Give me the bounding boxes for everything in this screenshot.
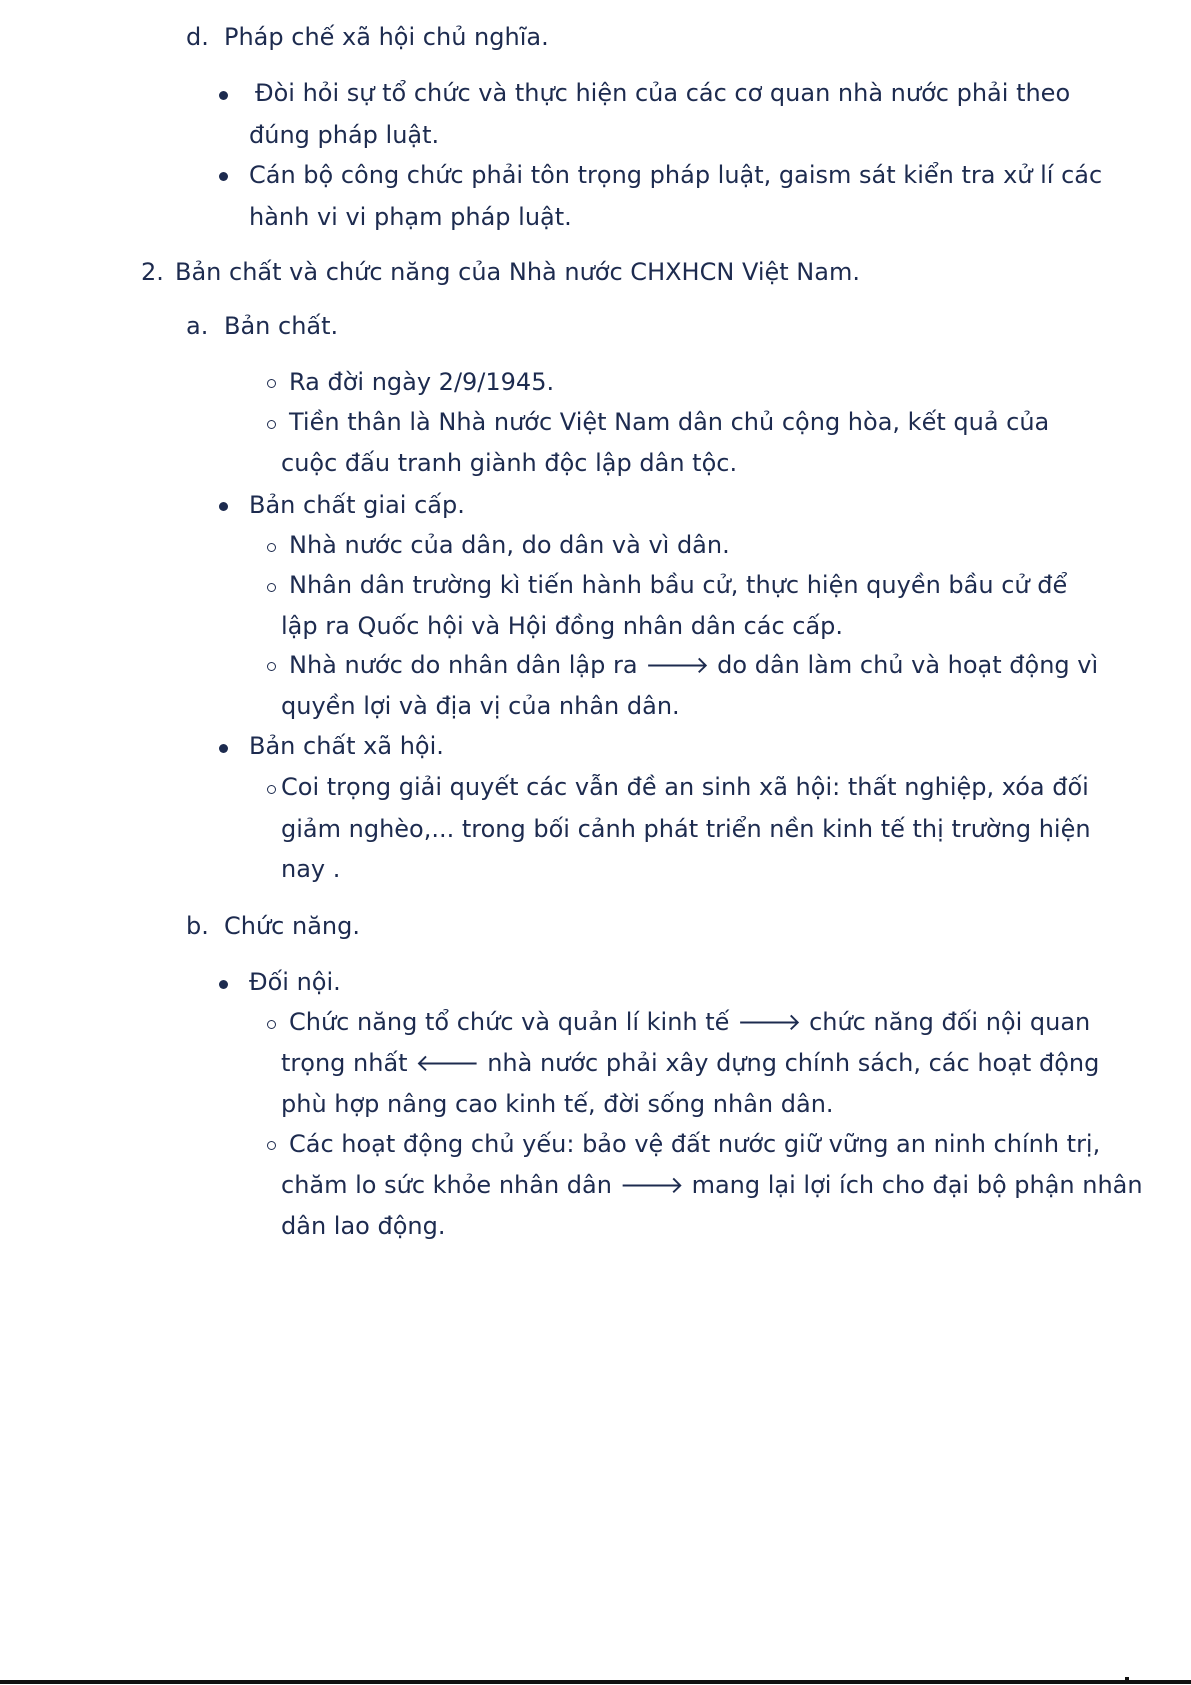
social-nature-item-1-line-1: Coi trọng giải quyết các vẫn đề an sinh xã hội: thất nghiệp, xóa đối [281,773,1089,801]
bullet-ring-icon [267,543,276,552]
bullet-ring-icon [267,379,276,388]
section-a-item-2-line-2: cuộc đấu tranh giành độc lập dân tộc. [281,449,738,477]
social-nature-item-1-line-2: giảm nghèo,... trong bối cảnh phát triển nền kinh tế thị trường hiện [281,815,1091,843]
class-nature-item-2-line-1: Nhân dân trường kì tiến hành bầu cử, thực hiện quyền bầu cử để [289,571,1068,599]
section-a-title: Bản chất. [224,312,339,340]
bullet-ring-icon [267,1141,276,1150]
section-d-marker: d. [186,23,209,51]
bullet-dot-icon [219,172,228,181]
bullet-ring-icon [267,662,276,671]
section-2-title: Bản chất và chức năng của Nhà nước CHXHCN Việt Nam. [175,258,860,286]
social-nature-item-1-line-3: nay . [281,855,341,883]
bullet-dot-icon [219,502,228,511]
bullet-dot-icon [219,980,228,989]
internal-function-item-1-line-3: phù hợp nâng cao kinh tế, đời sống nhân dân. [281,1090,834,1118]
section-b-title: Chức năng. [224,912,360,940]
bullet-dot-icon [219,744,228,753]
internal-function-item-2-line-2: chăm lo sức khỏe nhân dân 🡒 mang lại lợi ích cho đại bộ phận nhân [281,1171,1143,1199]
bullet-ring-icon [267,1020,276,1029]
section-a-marker: a. [186,312,209,340]
section-d-bullet-2-line-2: hành vi vi phạm pháp luật. [249,203,572,231]
internal-function-title: Đối nội. [249,968,341,996]
internal-function-item-2-line-1: Các hoạt động chủ yếu: bảo vệ đất nước giữ vững an ninh chính trị, [289,1130,1101,1158]
bullet-ring-icon [267,583,276,592]
section-b-marker: b. [186,912,209,940]
section-d-bullet-1-line-1: Đòi hỏi sự tổ chức và thực hiện của các cơ quan nhà nước phải theo [255,79,1071,107]
social-nature-title: Bản chất xã hội. [249,732,444,760]
page-corner-mark [1125,1677,1129,1681]
internal-function-item-1-line-2: trọng nhất 🡐 nhà nước phải xây dựng chính sách, các hoạt động [281,1049,1100,1077]
bullet-dot-icon [219,91,228,100]
internal-function-item-1-line-1: Chức năng tổ chức và quản lí kinh tế 🡒 chức năng đối nội quan [289,1008,1091,1036]
section-a-item-1-line-1: Ra đời ngày 2/9/1945. [289,368,555,396]
section-2-marker: 2. [141,258,164,286]
section-d-bullet-2-line-1: Cán bộ công chức phải tôn trọng pháp luật, gaism sát kiển tra xử lí các [249,161,1103,189]
class-nature-item-2-line-2: lập ra Quốc hội và Hội đồng nhân dân các cấp. [281,612,844,640]
section-d-title: Pháp chế xã hội chủ nghĩa. [224,23,549,51]
class-nature-item-1-line-1: Nhà nước của dân, do dân và vì dân. [289,531,730,559]
section-d-bullet-1-line-2: đúng pháp luật. [249,121,440,149]
internal-function-item-2-line-3: dân lao động. [281,1212,446,1240]
class-nature-item-3-line-2: quyền lợi và địa vị của nhân dân. [281,692,680,720]
bullet-ring-icon [267,420,276,429]
bullet-ring-icon [267,785,276,794]
class-nature-item-3-line-1: Nhà nước do nhân dân lập ra 🡒 do dân làm chủ và hoạt động vì [289,651,1099,679]
class-nature-title: Bản chất giai cấp. [249,491,465,519]
page-bottom-rule [0,1680,1191,1684]
section-a-item-2-line-1: Tiền thân là Nhà nước Việt Nam dân chủ cộng hòa, kết quả của [289,408,1050,436]
